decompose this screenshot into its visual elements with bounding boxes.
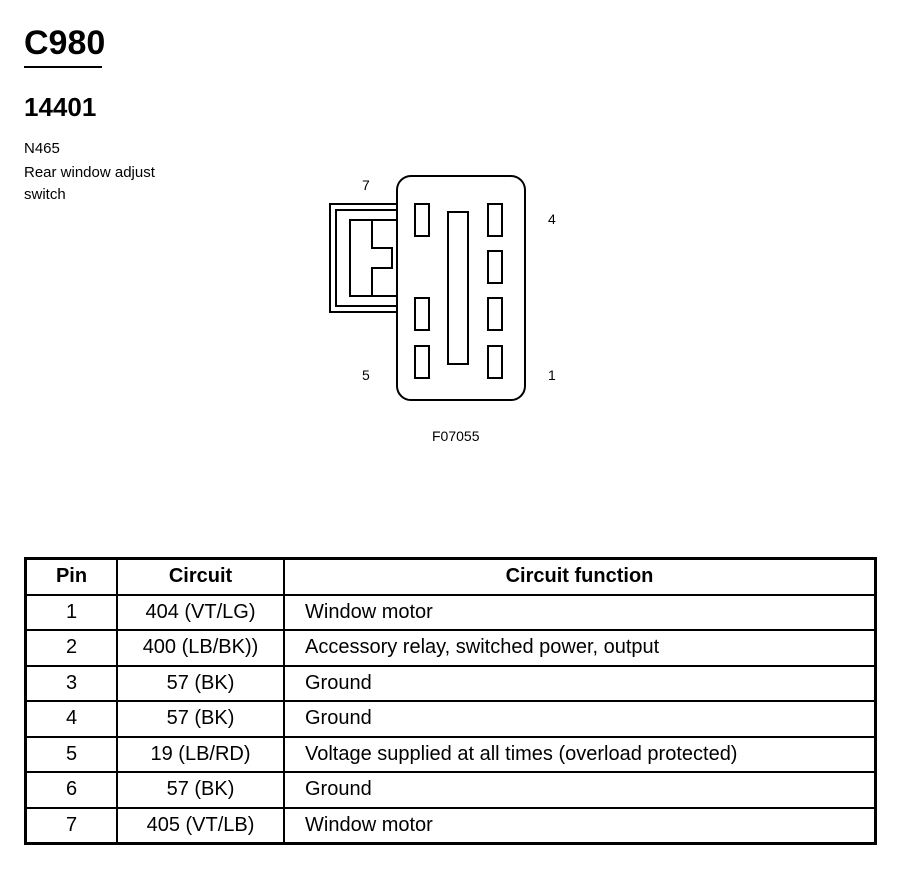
table-row (26, 772, 876, 808)
table-row (26, 737, 876, 773)
circuit-cell: 57 (BK) (117, 666, 284, 702)
function-cell: Accessory relay, switched power, output (284, 630, 876, 666)
figure-code: F07055 (432, 428, 480, 444)
connector-title: C980 (24, 24, 106, 62)
header-circuit: Circuit (117, 559, 284, 595)
pin-table (24, 557, 877, 845)
table-row (26, 630, 876, 666)
terminal-3 (488, 251, 502, 283)
header-function: Circuit function (284, 559, 876, 595)
header-pin: Pin (26, 559, 118, 595)
function-cell: Voltage supplied at all times (overload protected) (284, 737, 876, 773)
pin-cell: 4 (26, 701, 118, 737)
function-cell: Ground (284, 666, 876, 702)
circuit-cell: 400 (LB/BK)) (117, 630, 284, 666)
pin-cell: 7 (26, 808, 118, 844)
pin-label-7: 7 (362, 177, 370, 193)
table-row (26, 808, 876, 844)
circuit-cell: 404 (VT/LG) (117, 595, 284, 631)
circuit-cell: 405 (VT/LB) (117, 808, 284, 844)
circuit-cell: 57 (BK) (117, 701, 284, 737)
terminal-5 (415, 346, 429, 378)
terminal-1 (488, 346, 502, 378)
terminal-6 (415, 298, 429, 330)
table-row (26, 666, 876, 702)
pin-label-4: 4 (548, 211, 556, 227)
function-cell: Window motor (284, 808, 876, 844)
pin-cell: 3 (26, 666, 118, 702)
connector-description: Rear window adjust switch (24, 164, 155, 203)
pin-cell: 5 (26, 737, 118, 773)
function-cell: Ground (284, 701, 876, 737)
part-number: 14401 (24, 92, 97, 122)
connector-diagram (320, 168, 580, 408)
terminal-7 (415, 204, 429, 236)
table-header-row (26, 559, 876, 595)
pin-label-5: 5 (362, 367, 370, 383)
circuit-cell: 57 (BK) (117, 772, 284, 808)
terminal-2 (488, 298, 502, 330)
connector-housing (397, 176, 525, 400)
function-cell: Ground (284, 772, 876, 808)
center-key (448, 212, 468, 364)
title-underline (24, 66, 102, 68)
pin-cell: 2 (26, 630, 118, 666)
circuit-cell: 19 (LB/RD) (117, 737, 284, 773)
table-row (26, 595, 876, 631)
function-cell: Window motor (284, 595, 876, 631)
pin-cell: 1 (26, 595, 118, 631)
pin-label-1: 1 (548, 367, 556, 383)
terminal-4 (488, 204, 502, 236)
connector-id: N465 (24, 140, 60, 157)
pin-cell: 6 (26, 772, 118, 808)
table-row (26, 701, 876, 737)
